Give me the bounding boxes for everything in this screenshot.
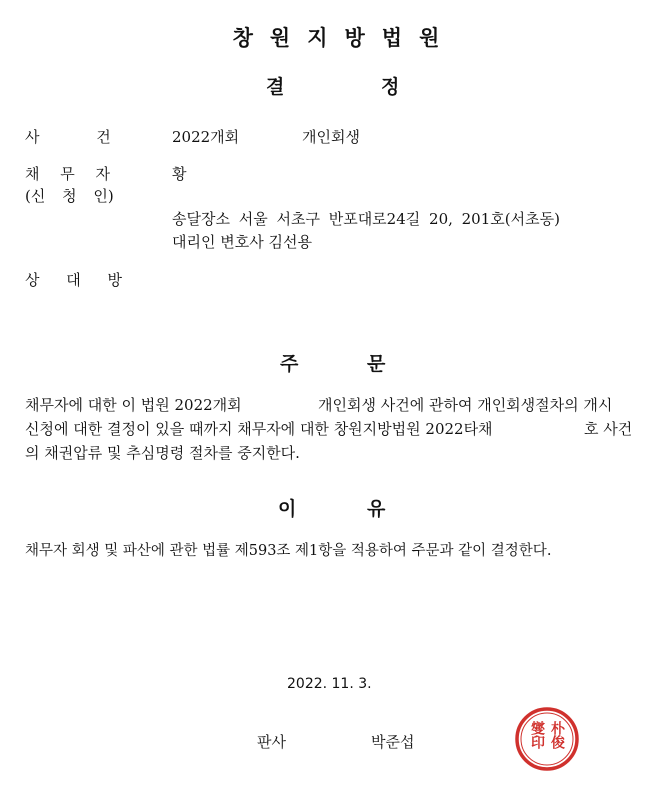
svg-text:燮印: 燮印 <box>529 721 545 749</box>
debtor-agent: 대리인 변호사 김선용 <box>172 233 312 251</box>
judge-title: 판사 <box>257 733 286 751</box>
reason-text: 채무자 회생 및 파산에 관한 법률 제593조 제1항을 적용하여 주문과 같이 결정한다. <box>25 543 552 559</box>
document-type-right: 정 <box>381 76 400 98</box>
order-text-line3: 의 채권압류 및 추심명령 절차를 중지한다. <box>25 444 300 462</box>
judge-name: 박준섭 <box>371 733 415 751</box>
court-title: 창원지방법원 <box>232 26 457 50</box>
order-text-line1a: 채무자에 대한 이 법원 2022개회 <box>25 396 242 414</box>
seal-icon <box>513 705 581 773</box>
debtor-address: 송달장소 서울 서초구 반포대로24길 20, 201호(서초동) <box>172 210 560 228</box>
order-text-line1b: 개인회생 사건에 관하여 개인회생절차의 개시 <box>318 396 613 414</box>
reason-heading-right: 유 <box>367 498 386 520</box>
case-label: 사 건 <box>25 128 111 146</box>
reason-heading-left: 이 <box>278 498 297 520</box>
decision-date: 2022. 11. 3. <box>287 676 372 692</box>
svg-text:朴俊: 朴俊 <box>549 721 565 749</box>
order-text-line2a: 신청에 대한 결정이 있을 때까지 채무자에 대한 창원지방법원 2022타채 <box>25 420 493 438</box>
document-type-left: 결 <box>266 76 285 98</box>
debtor-sublabel: (신 청 인) <box>25 187 114 205</box>
debtor-name: 황 <box>172 165 187 183</box>
case-name: 개인회생 <box>302 128 360 146</box>
order-heading-right: 문 <box>367 353 386 375</box>
judge-seal-stamp <box>513 705 581 773</box>
order-text-line2b: 호 사건 <box>584 420 633 438</box>
debtor-label: 채 무 자 <box>25 165 111 183</box>
counterparty-label: 상 대 방 <box>25 271 123 289</box>
order-heading-left: 주 <box>280 353 299 375</box>
case-number: 2022개회 <box>172 128 240 146</box>
